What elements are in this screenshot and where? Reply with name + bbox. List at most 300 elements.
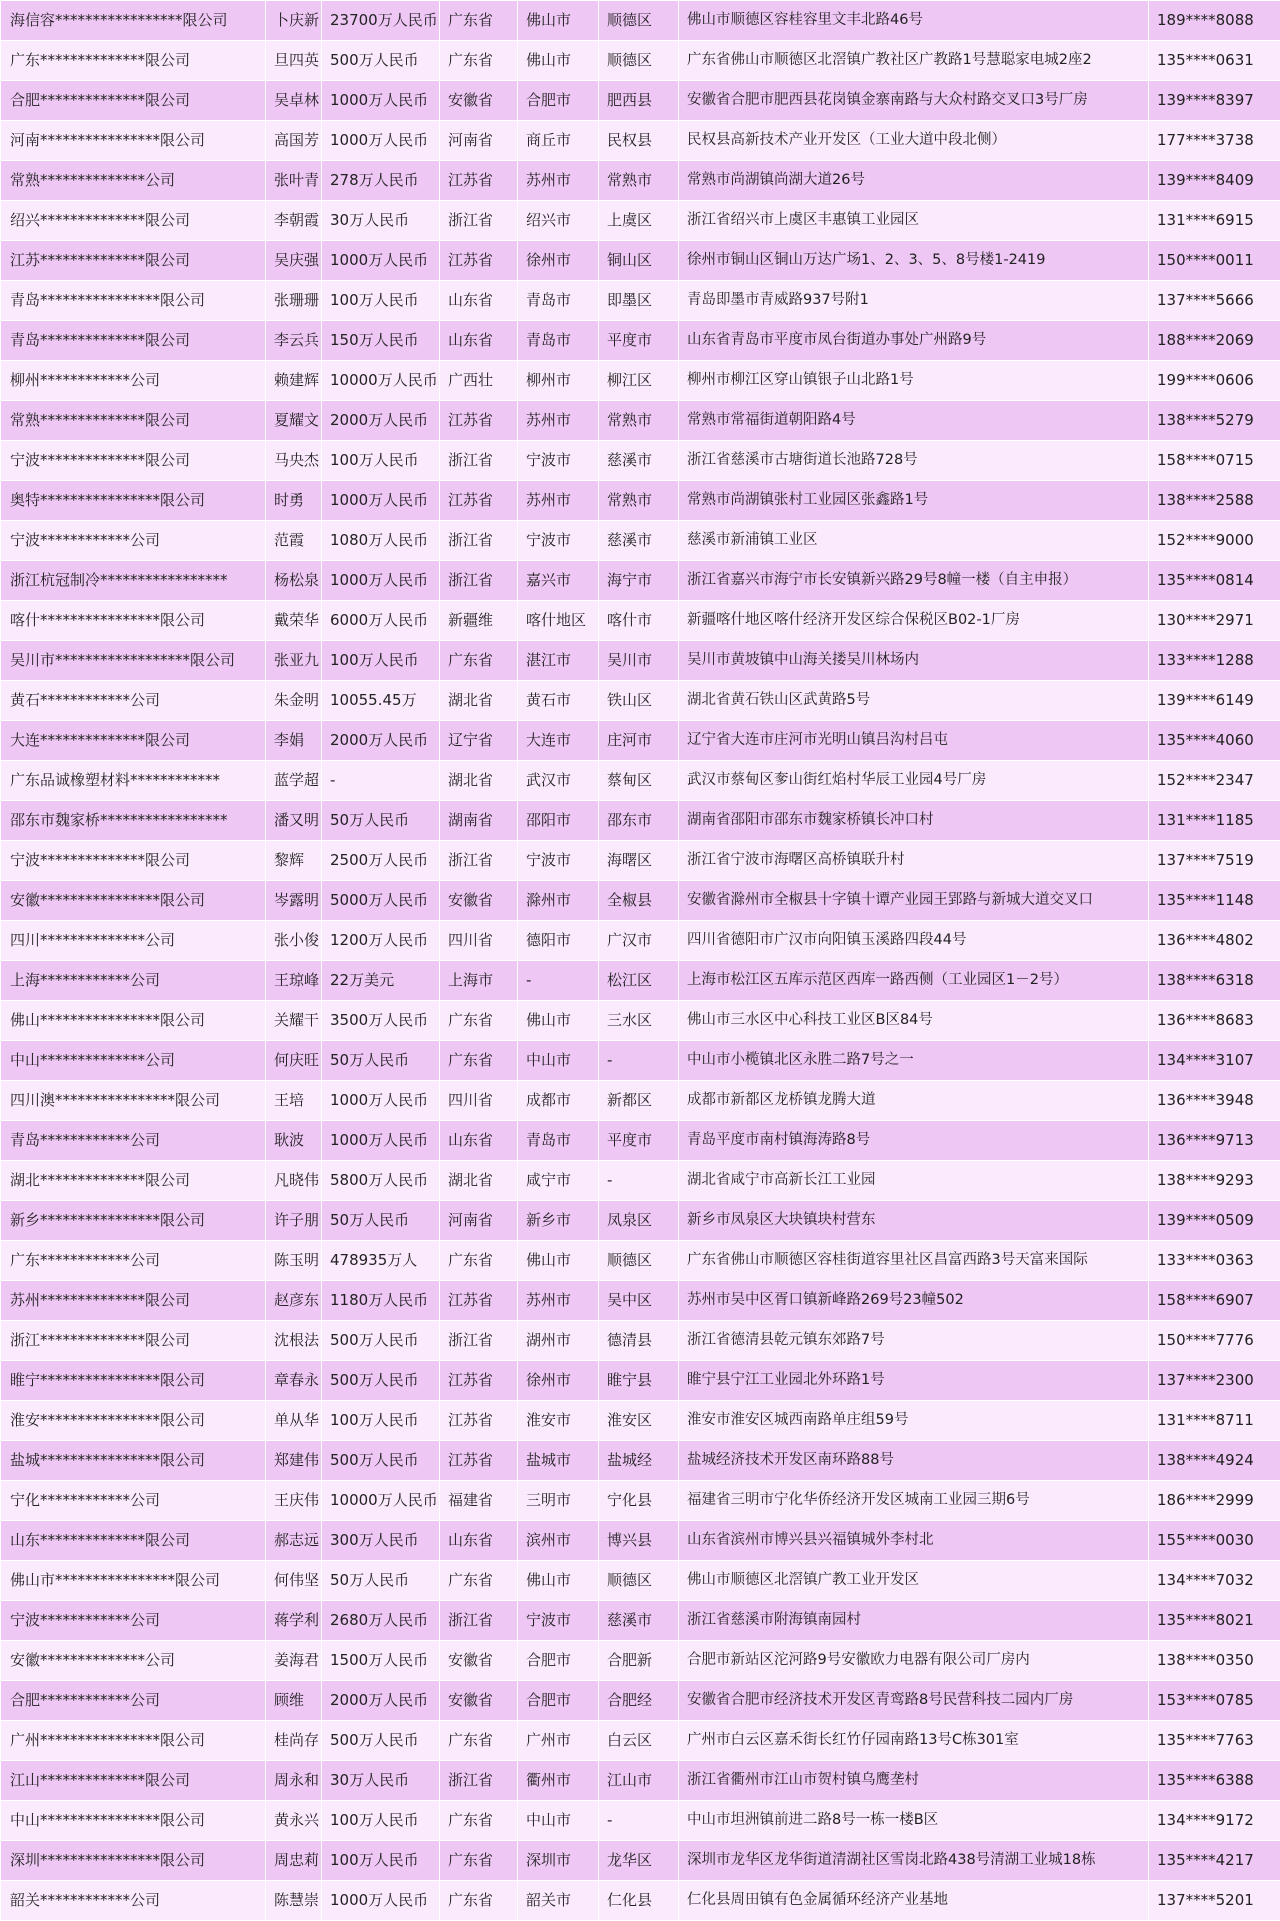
address-cell: 福建省三明市宁化华侨经济开发区城南工业园三期6号: [679, 1481, 1149, 1521]
company-name-cell: 青岛****************限公司: [1, 281, 266, 321]
table-row: [1, 241, 1280, 281]
phone-cell: 138****4924: [1149, 1441, 1280, 1481]
district-cell: 慈溪市: [599, 521, 679, 561]
phone-cell: 155****0030: [1149, 1521, 1280, 1561]
province-cell: 广东省: [440, 1881, 518, 1921]
table-row: [1, 1801, 1280, 1841]
phone-cell: 135****0814: [1149, 561, 1280, 601]
address-cell: 中山市坦洲镇前进二路8号一栋一楼B区: [679, 1801, 1149, 1841]
province-cell: 上海市: [440, 961, 518, 1001]
legal-rep-cell: 周忠莉: [266, 1841, 322, 1881]
registered-capital-cell: 100万人民币: [322, 1841, 440, 1881]
district-cell: 三水区: [599, 1001, 679, 1041]
phone-cell: 153****0785: [1149, 1681, 1280, 1721]
address-cell: 新乡市凤泉区大块镇块村营东: [679, 1201, 1149, 1241]
company-name-cell: 浙江杭冠制冷*****************: [1, 561, 266, 601]
province-cell: 浙江省: [440, 1321, 518, 1361]
district-cell: 蔡甸区: [599, 761, 679, 801]
company-name-cell: 常熟**************限公司: [1, 401, 266, 441]
address-cell: 佛山市三水区中心科技工业区B区84号: [679, 1001, 1149, 1041]
province-cell: 浙江省: [440, 1761, 518, 1801]
registered-capital-cell: 2680万人民币: [322, 1601, 440, 1641]
district-cell: 睢宁县: [599, 1361, 679, 1401]
province-cell: 广东省: [440, 1721, 518, 1761]
city-cell: 新乡市: [518, 1201, 599, 1241]
registered-capital-cell: 100万人民币: [322, 641, 440, 681]
district-cell: 慈溪市: [599, 441, 679, 481]
district-cell: 民权县: [599, 121, 679, 161]
province-cell: 广东省: [440, 1001, 518, 1041]
province-cell: 安徽省: [440, 81, 518, 121]
phone-cell: 135****0631: [1149, 41, 1280, 81]
table-row: [1, 441, 1280, 481]
province-cell: 江苏省: [440, 401, 518, 441]
province-cell: 广东省: [440, 1041, 518, 1081]
city-cell: 青岛市: [518, 281, 599, 321]
address-cell: 山东省青岛市平度市凤台街道办事处广州路9号: [679, 321, 1149, 361]
city-cell: 合肥市: [518, 1641, 599, 1681]
company-name-cell: 深圳****************限公司: [1, 1841, 266, 1881]
company-name-cell: 佛山****************限公司: [1, 1001, 266, 1041]
registered-capital-cell: 1200万人民币: [322, 921, 440, 961]
phone-cell: 150****7776: [1149, 1321, 1280, 1361]
district-cell: 凤泉区: [599, 1201, 679, 1241]
district-cell: 上虞区: [599, 201, 679, 241]
table-row: [1, 1681, 1280, 1721]
city-cell: 苏州市: [518, 161, 599, 201]
city-cell: 深圳市: [518, 1841, 599, 1881]
address-cell: 浙江省慈溪市古塘街道长池路728号: [679, 441, 1149, 481]
address-cell: 武汉市蔡甸区奓山街红焰村华辰工业园4号厂房: [679, 761, 1149, 801]
district-cell: 合肥新: [599, 1641, 679, 1681]
legal-rep-cell: 沈根法: [266, 1321, 322, 1361]
address-cell: 盐城经济技术开发区南环路88号: [679, 1441, 1149, 1481]
company-name-cell: 淮安****************限公司: [1, 1401, 266, 1441]
registered-capital-cell: 50万人民币: [322, 801, 440, 841]
district-cell: 海曙区: [599, 841, 679, 881]
district-cell: 常熟市: [599, 481, 679, 521]
city-cell: 合肥市: [518, 81, 599, 121]
address-cell: 民权县高新技术产业开发区（工业大道中段北侧）: [679, 121, 1149, 161]
company-name-cell: 中山****************限公司: [1, 1801, 266, 1841]
city-cell: 苏州市: [518, 481, 599, 521]
table-row: [1, 1521, 1280, 1561]
company-name-cell: 合肥************公司: [1, 1681, 266, 1721]
registered-capital-cell: 50万人民币: [322, 1041, 440, 1081]
city-cell: 商丘市: [518, 121, 599, 161]
legal-rep-cell: 潘又明: [266, 801, 322, 841]
district-cell: 顺德区: [599, 1241, 679, 1281]
phone-cell: 136****8683: [1149, 1001, 1280, 1041]
legal-rep-cell: 何伟坚: [266, 1561, 322, 1601]
city-cell: 佛山市: [518, 1, 599, 41]
legal-rep-cell: 赖建辉: [266, 361, 322, 401]
legal-rep-cell: 蓝学超: [266, 761, 322, 801]
city-cell: 佛山市: [518, 1561, 599, 1601]
legal-rep-cell: 吴庆强: [266, 241, 322, 281]
district-cell: 铁山区: [599, 681, 679, 721]
address-cell: 广州市白云区嘉禾街长红竹仔园南路13号C栋301室: [679, 1721, 1149, 1761]
city-cell: 盐城市: [518, 1441, 599, 1481]
legal-rep-cell: 王琼峰: [266, 961, 322, 1001]
company-name-cell: 黄石************公司: [1, 681, 266, 721]
company-name-cell: 江苏**************限公司: [1, 241, 266, 281]
table-row: [1, 1121, 1280, 1161]
company-name-cell: 海信容*****************限公司: [1, 1, 266, 41]
legal-rep-cell: 李娟: [266, 721, 322, 761]
phone-cell: 177****3738: [1149, 121, 1280, 161]
address-cell: 青岛即墨市青威路937号附1: [679, 281, 1149, 321]
city-cell: 苏州市: [518, 401, 599, 441]
company-name-cell: 奥特****************限公司: [1, 481, 266, 521]
table-row: [1, 321, 1280, 361]
company-name-cell: 佛山市****************限公司: [1, 1561, 266, 1601]
registered-capital-cell: 5800万人民币: [322, 1161, 440, 1201]
phone-cell: 131****8711: [1149, 1401, 1280, 1441]
province-cell: 江苏省: [440, 161, 518, 201]
district-cell: 顺德区: [599, 1, 679, 41]
phone-cell: 135****4217: [1149, 1841, 1280, 1881]
phone-cell: 135****7763: [1149, 1721, 1280, 1761]
company-name-cell: 宁波************公司: [1, 1601, 266, 1641]
table-row: [1, 1601, 1280, 1641]
city-cell: 武汉市: [518, 761, 599, 801]
registered-capital-cell: 478935万人: [322, 1241, 440, 1281]
province-cell: 辽宁省: [440, 721, 518, 761]
table-row: [1, 41, 1280, 81]
province-cell: 浙江省: [440, 561, 518, 601]
city-cell: 佛山市: [518, 41, 599, 81]
phone-cell: 138****2588: [1149, 481, 1280, 521]
address-cell: 慈溪市新浦镇工业区: [679, 521, 1149, 561]
province-cell: 湖北省: [440, 1161, 518, 1201]
legal-rep-cell: 陈玉明: [266, 1241, 322, 1281]
table-body: [1, 1, 1280, 1921]
address-cell: 常熟市常福街道朝阳路4号: [679, 401, 1149, 441]
table-row: [1, 361, 1280, 401]
address-cell: 佛山市顺德区容桂容里文丰北路46号: [679, 1, 1149, 41]
city-cell: 滁州市: [518, 881, 599, 921]
province-cell: 浙江省: [440, 841, 518, 881]
legal-rep-cell: 陈慧崇: [266, 1881, 322, 1921]
province-cell: 山东省: [440, 1521, 518, 1561]
phone-cell: 137****7519: [1149, 841, 1280, 881]
registered-capital-cell: 2000万人民币: [322, 721, 440, 761]
city-cell: 青岛市: [518, 1121, 599, 1161]
table-row: [1, 841, 1280, 881]
company-name-cell: 邵东市魏家桥*****************: [1, 801, 266, 841]
company-name-cell: 四川澳****************限公司: [1, 1081, 266, 1121]
district-cell: 邵东市: [599, 801, 679, 841]
phone-cell: 137****2300: [1149, 1361, 1280, 1401]
company-name-cell: 宁波**************限公司: [1, 441, 266, 481]
city-cell: 中山市: [518, 1801, 599, 1841]
district-cell: 广汉市: [599, 921, 679, 961]
address-cell: 安徽省合肥市经济技术开发区青鸾路8号民营科技二园内厂房: [679, 1681, 1149, 1721]
phone-cell: 136****3948: [1149, 1081, 1280, 1121]
company-name-cell: 江山**************限公司: [1, 1761, 266, 1801]
table-row: [1, 1281, 1280, 1321]
district-cell: 柳江区: [599, 361, 679, 401]
district-cell: -: [599, 1041, 679, 1081]
address-cell: 柳州市柳江区穿山镇银子山北路1号: [679, 361, 1149, 401]
company-name-cell: 柳州************公司: [1, 361, 266, 401]
phone-cell: 134****3107: [1149, 1041, 1280, 1081]
registered-capital-cell: 500万人民币: [322, 41, 440, 81]
district-cell: 合肥经: [599, 1681, 679, 1721]
province-cell: 安徽省: [440, 1681, 518, 1721]
registered-capital-cell: 100万人民币: [322, 441, 440, 481]
registered-capital-cell: 1000万人民币: [322, 561, 440, 601]
city-cell: 柳州市: [518, 361, 599, 401]
table-row: [1, 761, 1280, 801]
district-cell: 平度市: [599, 1121, 679, 1161]
table-row: [1, 921, 1280, 961]
table-row: [1, 121, 1280, 161]
registered-capital-cell: 1000万人民币: [322, 1881, 440, 1921]
province-cell: 浙江省: [440, 1601, 518, 1641]
phone-cell: 138****5279: [1149, 401, 1280, 441]
city-cell: 滨州市: [518, 1521, 599, 1561]
company-name-cell: 睢宁****************限公司: [1, 1361, 266, 1401]
address-cell: 安徽省合肥市肥西县花岗镇金寨南路与大众村路交叉口3号厂房: [679, 81, 1149, 121]
legal-rep-cell: 卜庆新: [266, 1, 322, 41]
province-cell: 广东省: [440, 1801, 518, 1841]
province-cell: 广西壮: [440, 361, 518, 401]
phone-cell: 138****0350: [1149, 1641, 1280, 1681]
table-row: [1, 681, 1280, 721]
address-cell: 中山市小榄镇北区永胜二路7号之一: [679, 1041, 1149, 1081]
registered-capital-cell: 500万人民币: [322, 1321, 440, 1361]
province-cell: 广东省: [440, 1241, 518, 1281]
legal-rep-cell: 赵彦东: [266, 1281, 322, 1321]
company-name-cell: 四川**************公司: [1, 921, 266, 961]
province-cell: 江苏省: [440, 1361, 518, 1401]
province-cell: 浙江省: [440, 521, 518, 561]
table-row: [1, 1881, 1280, 1921]
district-cell: 喀什市: [599, 601, 679, 641]
district-cell: 即墨区: [599, 281, 679, 321]
legal-rep-cell: 时勇: [266, 481, 322, 521]
phone-cell: 139****6149: [1149, 681, 1280, 721]
district-cell: 松江区: [599, 961, 679, 1001]
district-cell: 宁化县: [599, 1481, 679, 1521]
company-name-cell: 青岛**************限公司: [1, 321, 266, 361]
phone-cell: 152****9000: [1149, 521, 1280, 561]
legal-rep-cell: 李朝霞: [266, 201, 322, 241]
province-cell: 广东省: [440, 1, 518, 41]
registered-capital-cell: 10055.45万: [322, 681, 440, 721]
legal-rep-cell: 高国芳: [266, 121, 322, 161]
district-cell: 仁化县: [599, 1881, 679, 1921]
province-cell: 四川省: [440, 921, 518, 961]
address-cell: 广东省佛山市顺德区容桂街道容里社区昌富西路3号天富来国际: [679, 1241, 1149, 1281]
table-row: [1, 561, 1280, 601]
table-row: [1, 1, 1280, 41]
registered-capital-cell: 100万人民币: [322, 281, 440, 321]
city-cell: 德阳市: [518, 921, 599, 961]
district-cell: 庄河市: [599, 721, 679, 761]
registered-capital-cell: 2000万人民币: [322, 1681, 440, 1721]
district-cell: 德清县: [599, 1321, 679, 1361]
legal-rep-cell: 马央杰: [266, 441, 322, 481]
district-cell: 顺德区: [599, 41, 679, 81]
district-cell: 肥西县: [599, 81, 679, 121]
city-cell: 大连市: [518, 721, 599, 761]
city-cell: 邵阳市: [518, 801, 599, 841]
address-cell: 浙江省宁波市海曙区高桥镇联升村: [679, 841, 1149, 881]
city-cell: 佛山市: [518, 1001, 599, 1041]
district-cell: 淮安区: [599, 1401, 679, 1441]
company-name-cell: 韶关************公司: [1, 1881, 266, 1921]
table-row: [1, 1041, 1280, 1081]
registered-capital-cell: -: [322, 761, 440, 801]
address-cell: 广东省佛山市顺德区北滘镇广教社区广教路1号慧聪家电城2座2: [679, 41, 1149, 81]
address-cell: 成都市新都区龙桥镇龙腾大道: [679, 1081, 1149, 1121]
table-row: [1, 1721, 1280, 1761]
address-cell: 合肥市新站区沱河路9号安徽欧力电器有限公司厂房内: [679, 1641, 1149, 1681]
table-row: [1, 1001, 1280, 1041]
province-cell: 江苏省: [440, 241, 518, 281]
province-cell: 山东省: [440, 1121, 518, 1161]
phone-cell: 152****2347: [1149, 761, 1280, 801]
company-name-cell: 中山**************公司: [1, 1041, 266, 1081]
legal-rep-cell: 郝志远: [266, 1521, 322, 1561]
legal-rep-cell: 单从华: [266, 1401, 322, 1441]
registered-capital-cell: 22万美元: [322, 961, 440, 1001]
table-row: [1, 481, 1280, 521]
city-cell: 喀什地区: [518, 601, 599, 641]
company-name-cell: 上海************公司: [1, 961, 266, 1001]
district-cell: 铜山区: [599, 241, 679, 281]
table-row: [1, 1321, 1280, 1361]
company-name-cell: 宁波************公司: [1, 521, 266, 561]
address-cell: 四川省德阳市广汉市向阳镇玉溪路四段44号: [679, 921, 1149, 961]
legal-rep-cell: 张小俊: [266, 921, 322, 961]
company-name-cell: 湖北**************限公司: [1, 1161, 266, 1201]
legal-rep-cell: 关耀干: [266, 1001, 322, 1041]
address-cell: 常熟市尚湖镇张村工业园区张鑫路1号: [679, 481, 1149, 521]
province-cell: 浙江省: [440, 441, 518, 481]
table-row: [1, 161, 1280, 201]
phone-cell: 186****2999: [1149, 1481, 1280, 1521]
district-cell: 江山市: [599, 1761, 679, 1801]
district-cell: 常熟市: [599, 161, 679, 201]
phone-cell: 135****1148: [1149, 881, 1280, 921]
legal-rep-cell: 顾维: [266, 1681, 322, 1721]
district-cell: -: [599, 1801, 679, 1841]
table-row: [1, 881, 1280, 921]
registered-capital-cell: 1080万人民币: [322, 521, 440, 561]
registered-capital-cell: 100万人民币: [322, 1801, 440, 1841]
address-cell: 浙江省嘉兴市海宁市长安镇新兴路29号8幢一楼（自主申报）: [679, 561, 1149, 601]
table-row: [1, 1441, 1280, 1481]
city-cell: 合肥市: [518, 1681, 599, 1721]
district-cell: 吴中区: [599, 1281, 679, 1321]
registered-capital-cell: 1000万人民币: [322, 81, 440, 121]
province-cell: 湖北省: [440, 681, 518, 721]
company-name-cell: 宁波**************限公司: [1, 841, 266, 881]
registered-capital-cell: 150万人民币: [322, 321, 440, 361]
phone-cell: 131****6915: [1149, 201, 1280, 241]
company-name-cell: 安徽****************限公司: [1, 881, 266, 921]
registered-capital-cell: 6000万人民币: [322, 601, 440, 641]
table-row: [1, 801, 1280, 841]
city-cell: 嘉兴市: [518, 561, 599, 601]
registered-capital-cell: 1000万人民币: [322, 1081, 440, 1121]
company-name-cell: 广东品诚橡塑材料************: [1, 761, 266, 801]
table-row: [1, 1241, 1280, 1281]
province-cell: 江苏省: [440, 1401, 518, 1441]
phone-cell: 133****0363: [1149, 1241, 1280, 1281]
province-cell: 四川省: [440, 1081, 518, 1121]
province-cell: 广东省: [440, 41, 518, 81]
phone-cell: 136****9713: [1149, 1121, 1280, 1161]
city-cell: 淮安市: [518, 1401, 599, 1441]
company-name-cell: 常熟**************公司: [1, 161, 266, 201]
company-name-cell: 安徽**************公司: [1, 1641, 266, 1681]
company-name-cell: 广东**************限公司: [1, 41, 266, 81]
registered-capital-cell: 500万人民币: [322, 1361, 440, 1401]
city-cell: 中山市: [518, 1041, 599, 1081]
address-cell: 湖北省黄石铁山区武黄路5号: [679, 681, 1149, 721]
legal-rep-cell: 王培: [266, 1081, 322, 1121]
phone-cell: 136****4802: [1149, 921, 1280, 961]
legal-rep-cell: 黄永兴: [266, 1801, 322, 1841]
phone-cell: 131****1185: [1149, 801, 1280, 841]
province-cell: 广东省: [440, 1841, 518, 1881]
registered-capital-cell: 50万人民币: [322, 1201, 440, 1241]
registered-capital-cell: 30万人民币: [322, 1761, 440, 1801]
legal-rep-cell: 杨松泉: [266, 561, 322, 601]
phone-cell: 189****8088: [1149, 1, 1280, 41]
legal-rep-cell: 何庆旺: [266, 1041, 322, 1081]
table-row: [1, 721, 1280, 761]
province-cell: 河南省: [440, 1201, 518, 1241]
district-cell: 海宁市: [599, 561, 679, 601]
registered-capital-cell: 1000万人民币: [322, 1121, 440, 1161]
registered-capital-cell: 2500万人民币: [322, 841, 440, 881]
registered-capital-cell: 1000万人民币: [322, 481, 440, 521]
registered-capital-cell: 23700万人民币: [322, 1, 440, 41]
legal-rep-cell: 朱金明: [266, 681, 322, 721]
phone-cell: 139****8409: [1149, 161, 1280, 201]
district-cell: 白云区: [599, 1721, 679, 1761]
city-cell: 绍兴市: [518, 201, 599, 241]
district-cell: 常熟市: [599, 401, 679, 441]
phone-cell: 135****6388: [1149, 1761, 1280, 1801]
city-cell: 佛山市: [518, 1241, 599, 1281]
legal-rep-cell: 夏耀文: [266, 401, 322, 441]
city-cell: 宁波市: [518, 1601, 599, 1641]
province-cell: 山东省: [440, 321, 518, 361]
address-cell: 新疆喀什地区喀什经济开发区综合保税区B02-1厂房: [679, 601, 1149, 641]
table-row: [1, 1401, 1280, 1441]
city-cell: 韶关市: [518, 1881, 599, 1921]
province-cell: 安徽省: [440, 1641, 518, 1681]
province-cell: 江苏省: [440, 1281, 518, 1321]
legal-rep-cell: 许子朋: [266, 1201, 322, 1241]
address-cell: 仁化县周田镇有色金属循环经济产业基地: [679, 1881, 1149, 1921]
address-cell: 浙江省绍兴市上虞区丰惠镇工业园区: [679, 201, 1149, 241]
table-row: [1, 1361, 1280, 1401]
table-row: [1, 601, 1280, 641]
district-cell: 博兴县: [599, 1521, 679, 1561]
address-cell: 佛山市顺德区北滘镇广教工业开发区: [679, 1561, 1149, 1601]
registered-capital-cell: 1180万人民币: [322, 1281, 440, 1321]
registered-capital-cell: 50万人民币: [322, 1561, 440, 1601]
address-cell: 常熟市尚湖镇尚湖大道26号: [679, 161, 1149, 201]
